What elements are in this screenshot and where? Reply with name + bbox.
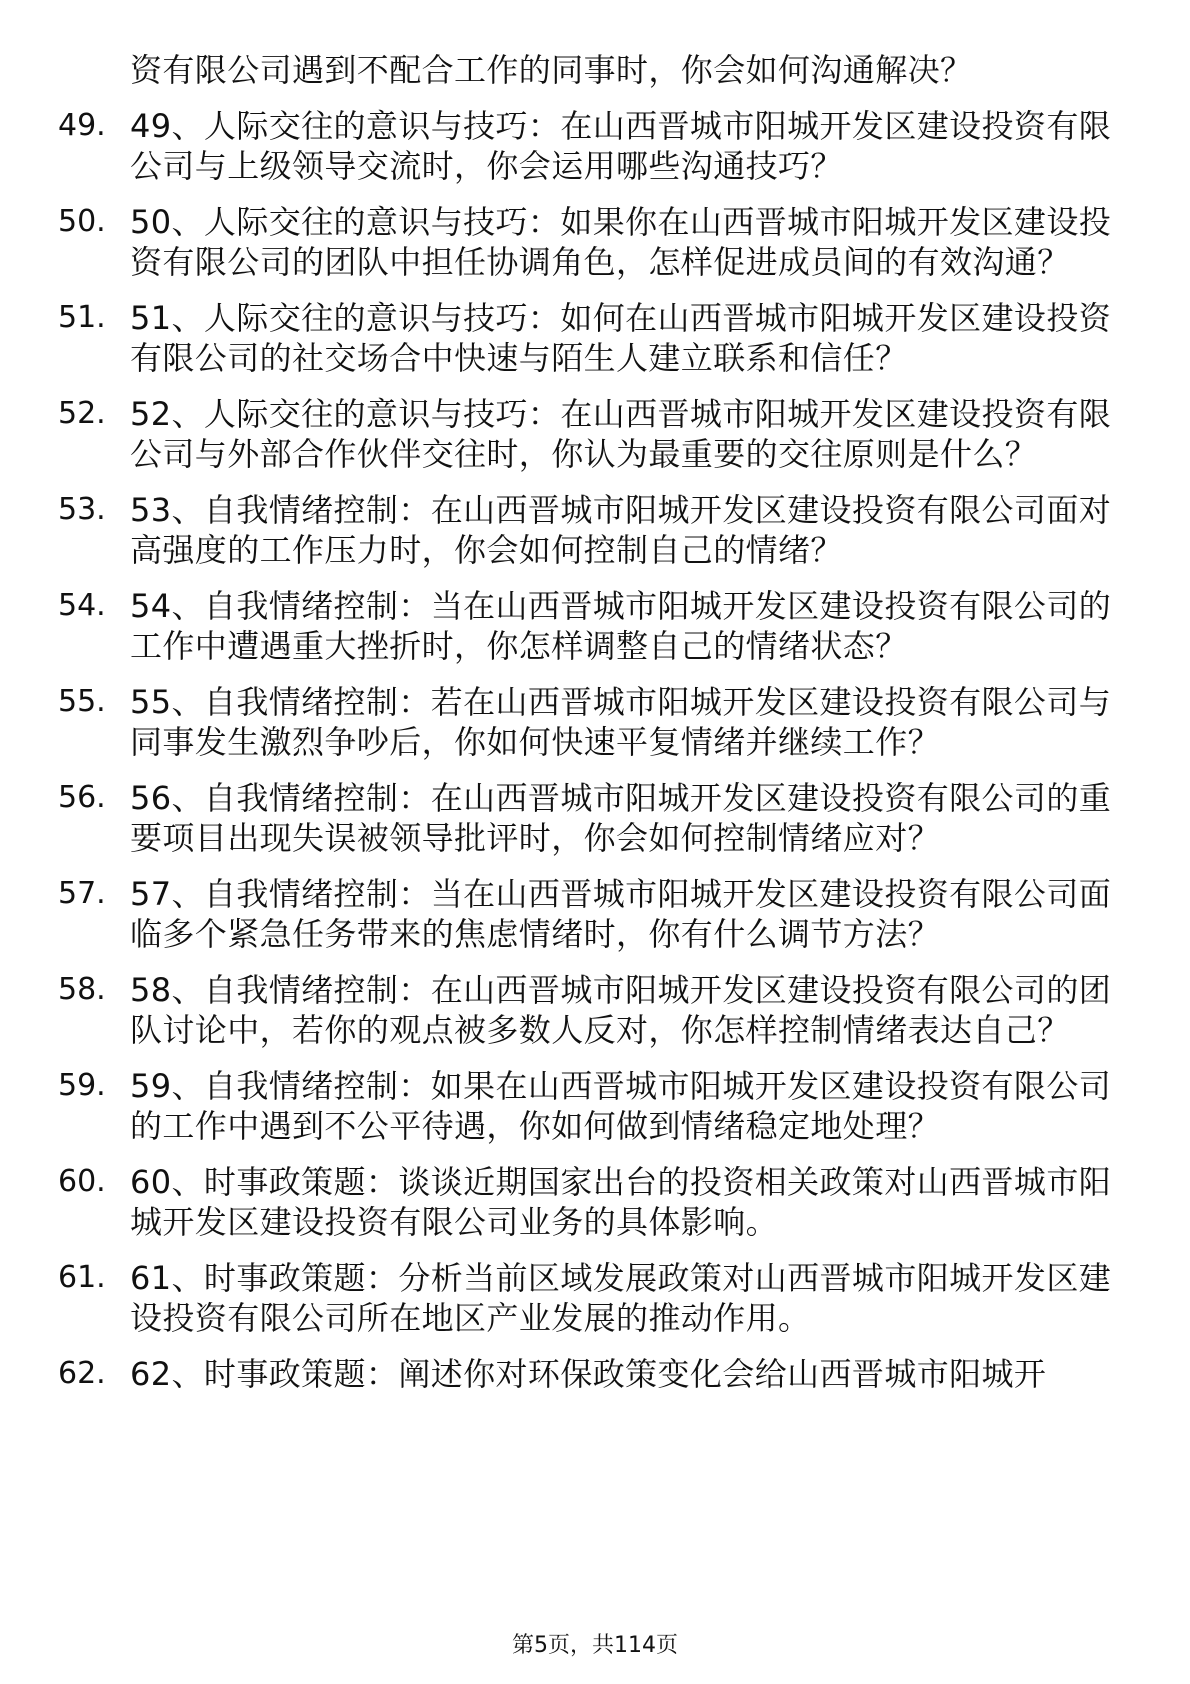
question-number: 56. (58, 780, 106, 815)
question-text: 55、自我情绪控制：若在山西晋城市阳城开发区建设投资有限公司与同事发生激烈争吵后，你如何快速平复情绪并继续工作？ (130, 683, 1112, 761)
question-number: 62. (58, 1356, 106, 1391)
question-number: 54. (58, 588, 106, 623)
question-item-55 (0, 682, 1190, 762)
question-item-56 (0, 778, 1190, 858)
question-number: 59. (58, 1068, 106, 1103)
question-item-61 (0, 1258, 1190, 1338)
question-number: 60. (58, 1164, 106, 1199)
question-number: 52. (58, 396, 106, 431)
question-item-51 (0, 298, 1190, 378)
question-text: 53、自我情绪控制：在山西晋城市阳城开发区建设投资有限公司面对高强度的工作压力时，你会如何控制自己的情绪？ (130, 491, 1112, 569)
page-footer: 第5页，共114页 (512, 1633, 678, 1658)
question-text: 60、时事政策题：谈谈近期国家出台的投资相关政策对山西晋城市阳城开发区建设投资有限公司业务的具体影响。 (130, 1163, 1112, 1241)
question-text: 51、人际交往的意识与技巧：如何在山西晋城市阳城开发区建设投资有限公司的社交场合中快速与陌生人建立联系和信任？ (130, 299, 1112, 377)
continuation-text: 资有限公司遇到不配合工作的同事时，你会如何沟通解决？ (130, 51, 973, 89)
question-text: 57、自我情绪控制：当在山西晋城市阳城开发区建设投资有限公司面临多个紧急任务带来的焦虑情绪时，你有什么调节方法？ (130, 875, 1112, 953)
question-text: 56、自我情绪控制：在山西晋城市阳城开发区建设投资有限公司的重要项目出现失误被领导批评时，你会如何控制情绪应对？ (130, 779, 1112, 857)
question-number: 58. (58, 972, 106, 1007)
question-item-57 (0, 874, 1190, 954)
question-number: 55. (58, 684, 106, 719)
question-text: 50、人际交往的意识与技巧：如果你在山西晋城市阳城开发区建设投资有限公司的团队中担任协调角色，怎样促进成员间的有效沟通？ (130, 203, 1112, 281)
question-text: 59、自我情绪控制：如果在山西晋城市阳城开发区建设投资有限公司的工作中遇到不公平待遇，你如何做到情绪稳定地处理？ (130, 1067, 1112, 1145)
question-item-49 (0, 106, 1190, 186)
question-item-62 (0, 1354, 1190, 1394)
question-text: 62、时事政策题：阐述你对环保政策变化会给山西晋城市阳城开 (130, 1355, 1047, 1393)
question-item-52 (0, 394, 1190, 474)
question-item-53 (0, 490, 1190, 570)
question-number: 61. (58, 1260, 106, 1295)
question-item-59 (0, 1066, 1190, 1146)
question-text: 58、自我情绪控制：在山西晋城市阳城开发区建设投资有限公司的团队讨论中，若你的观点被多数人反对，你怎样控制情绪表达自己？ (130, 971, 1112, 1049)
question-number: 57. (58, 876, 106, 911)
question-text: 52、人际交往的意识与技巧：在山西晋城市阳城开发区建设投资有限公司与外部合作伙伴交往时，你认为最重要的交往原则是什么？ (130, 395, 1112, 473)
question-item-60 (0, 1162, 1190, 1242)
question-item-50 (0, 202, 1190, 282)
question-number: 53. (58, 492, 106, 527)
question-item-54 (0, 586, 1190, 666)
question-item-58 (0, 970, 1190, 1050)
question-number: 51. (58, 300, 106, 335)
question-number: 49. (58, 108, 106, 143)
question-text: 49、人际交往的意识与技巧：在山西晋城市阳城开发区建设投资有限公司与上级领导交流时，你会运用哪些沟通技巧？ (130, 107, 1112, 185)
continuation-item (0, 50, 1190, 90)
question-text: 61、时事政策题：分析当前区域发展政策对山西晋城市阳城开发区建设投资有限公司所在地区产业发展的推动作用。 (130, 1259, 1112, 1337)
question-number: 50. (58, 204, 106, 239)
question-text: 54、自我情绪控制：当在山西晋城市阳城开发区建设投资有限公司的工作中遭遇重大挫折时，你怎样调整自己的情绪状态？ (130, 587, 1112, 665)
